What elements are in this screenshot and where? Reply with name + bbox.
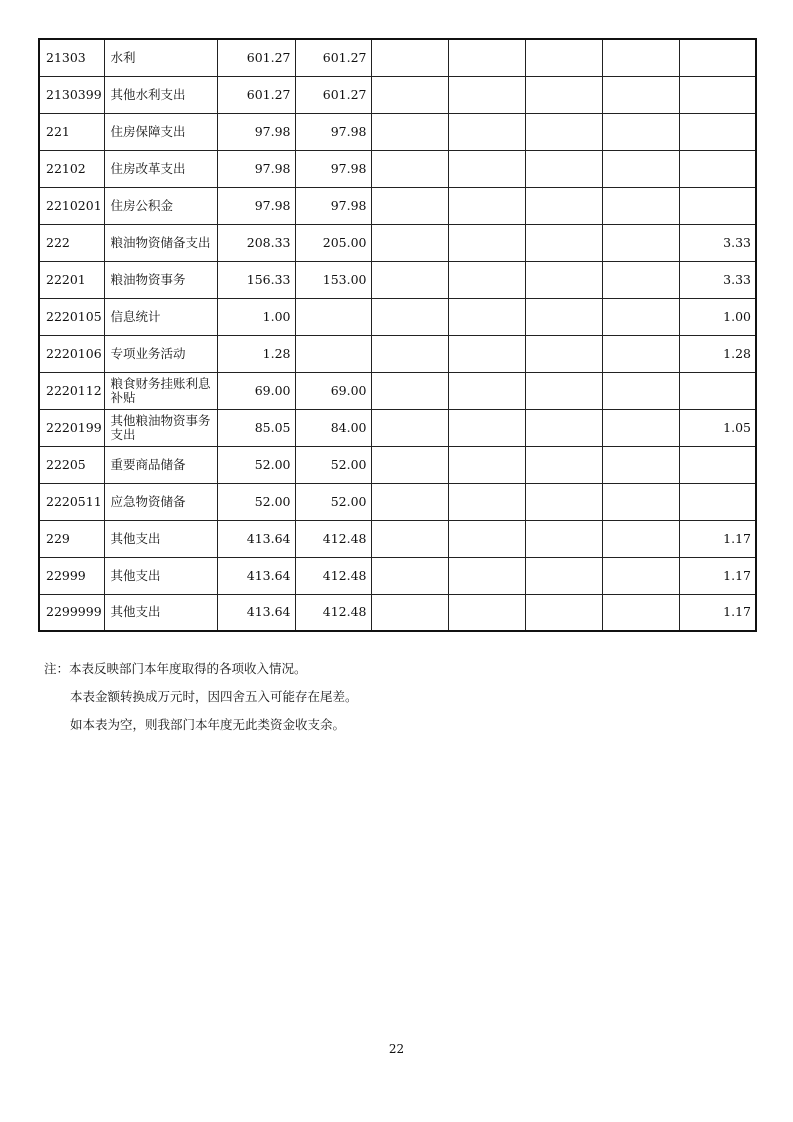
subject-name-cell: 其他粮油物资事务支出: [104, 409, 217, 446]
amount-cell: [448, 224, 525, 261]
table-row: [39, 409, 756, 446]
subject-code-cell: 2210201: [39, 187, 104, 224]
amount-cell: [448, 298, 525, 335]
amount-cell: [448, 409, 525, 446]
amount-cell: [602, 594, 679, 631]
subject-name-cell: 水利: [104, 39, 217, 76]
amount-cell: [371, 594, 448, 631]
amount-cell: [525, 557, 602, 594]
amount-cell: [448, 557, 525, 594]
amount-cell: 412.48: [295, 520, 371, 557]
amount-cell: 412.48: [295, 594, 371, 631]
amount-cell: [371, 409, 448, 446]
page-number: 22: [388, 1042, 405, 1056]
amount-cell: 1.17: [679, 520, 756, 557]
amount-cell: [679, 113, 756, 150]
amount-cell: 1.00: [217, 298, 295, 335]
amount-cell: [525, 335, 602, 372]
amount-cell: [525, 409, 602, 446]
subject-name-cell: 重要商品储备: [104, 446, 217, 483]
amount-cell: [525, 483, 602, 520]
subject-name-cell: 信息统计: [104, 298, 217, 335]
amount-cell: 1.00: [679, 298, 756, 335]
amount-cell: [679, 446, 756, 483]
amount-cell: 69.00: [295, 372, 371, 409]
amount-cell: 3.33: [679, 224, 756, 261]
amount-cell: [679, 187, 756, 224]
table-row: [39, 594, 756, 631]
amount-cell: [448, 187, 525, 224]
subject-name-cell: 其他支出: [104, 520, 217, 557]
amount-cell: [525, 446, 602, 483]
subject-code-cell: 22999: [39, 557, 104, 594]
amount-cell: 1.17: [679, 594, 756, 631]
subject-name-cell: 住房改革支出: [104, 150, 217, 187]
amount-cell: [679, 372, 756, 409]
amount-cell: 52.00: [295, 483, 371, 520]
amount-cell: 1.28: [217, 335, 295, 372]
amount-cell: [371, 187, 448, 224]
subject-name-cell: 粮油物资事务: [104, 261, 217, 298]
subject-code-cell: 2220511: [39, 483, 104, 520]
note-line-1: 注：本表反映部门本年度取得的各项收入情况。: [44, 661, 307, 676]
amount-cell: 1.17: [679, 557, 756, 594]
subject-name-cell: 其他支出: [104, 557, 217, 594]
amount-cell: 97.98: [217, 113, 295, 150]
subject-name-cell: 其他支出: [104, 594, 217, 631]
amount-cell: [371, 520, 448, 557]
amount-cell: 97.98: [217, 187, 295, 224]
amount-cell: [525, 594, 602, 631]
subject-code-cell: 2220106: [39, 335, 104, 372]
amount-cell: [602, 446, 679, 483]
amount-cell: 601.27: [295, 76, 371, 113]
amount-cell: [448, 594, 525, 631]
subject-code-cell: 2299999: [39, 594, 104, 631]
amount-cell: [602, 113, 679, 150]
amount-cell: [525, 39, 602, 76]
amount-cell: [679, 483, 756, 520]
amount-cell: 97.98: [295, 187, 371, 224]
subject-code-cell: 229: [39, 520, 104, 557]
table-row: [39, 187, 756, 224]
subject-code-cell: 22102: [39, 150, 104, 187]
subject-name-cell: 粮油物资储备支出: [104, 224, 217, 261]
amount-cell: [602, 335, 679, 372]
subject-code-cell: 22201: [39, 261, 104, 298]
amount-cell: [602, 483, 679, 520]
amount-cell: [371, 224, 448, 261]
table-row: [39, 372, 756, 409]
amount-cell: [371, 446, 448, 483]
amount-cell: [602, 409, 679, 446]
amount-cell: [448, 261, 525, 298]
amount-cell: 208.33: [217, 224, 295, 261]
table-row: [39, 483, 756, 520]
amount-cell: 52.00: [295, 446, 371, 483]
amount-cell: [371, 557, 448, 594]
subject-code-cell: 21303: [39, 39, 104, 76]
amount-cell: [602, 372, 679, 409]
amount-cell: [295, 335, 371, 372]
amount-cell: [602, 261, 679, 298]
amount-cell: [525, 113, 602, 150]
amount-cell: [448, 113, 525, 150]
amount-cell: [448, 520, 525, 557]
amount-cell: 52.00: [217, 483, 295, 520]
amount-cell: [371, 298, 448, 335]
amount-cell: [525, 261, 602, 298]
amount-cell: [602, 557, 679, 594]
amount-cell: [371, 372, 448, 409]
amount-cell: [525, 150, 602, 187]
amount-cell: 97.98: [295, 150, 371, 187]
table-row: [39, 39, 756, 76]
amount-cell: 1.05: [679, 409, 756, 446]
amount-cell: [525, 224, 602, 261]
subject-code-cell: 221: [39, 113, 104, 150]
amount-cell: 97.98: [295, 113, 371, 150]
subject-name-cell: 应急物资储备: [104, 483, 217, 520]
amount-cell: [602, 298, 679, 335]
subject-code-cell: 2220112: [39, 372, 104, 409]
amount-cell: 601.27: [217, 39, 295, 76]
amount-cell: [448, 446, 525, 483]
subject-code-cell: 2130399: [39, 76, 104, 113]
amount-cell: 1.28: [679, 335, 756, 372]
table-row: [39, 557, 756, 594]
amount-cell: 601.27: [295, 39, 371, 76]
subject-code-cell: 22205: [39, 446, 104, 483]
amount-cell: [448, 483, 525, 520]
table-row: [39, 298, 756, 335]
table-row: [39, 150, 756, 187]
table-row: [39, 335, 756, 372]
amount-cell: 601.27: [217, 76, 295, 113]
table-row: [39, 261, 756, 298]
table-row: [39, 446, 756, 483]
amount-cell: 413.64: [217, 557, 295, 594]
note-line-3: 如本表为空，则我部门本年度无此类资金收支余。: [70, 717, 346, 732]
amount-cell: [602, 76, 679, 113]
amount-cell: 156.33: [217, 261, 295, 298]
amount-cell: [525, 76, 602, 113]
amount-cell: [525, 520, 602, 557]
amount-cell: [371, 113, 448, 150]
amount-cell: 413.64: [217, 594, 295, 631]
amount-cell: [679, 76, 756, 113]
subject-code-cell: 2220199: [39, 409, 104, 446]
subject-code-cell: 222: [39, 224, 104, 261]
amount-cell: [602, 224, 679, 261]
amount-cell: 413.64: [217, 520, 295, 557]
amount-cell: [448, 372, 525, 409]
amount-cell: [525, 187, 602, 224]
amount-cell: 3.33: [679, 261, 756, 298]
amount-cell: [448, 335, 525, 372]
amount-cell: [448, 150, 525, 187]
amount-cell: 52.00: [217, 446, 295, 483]
amount-cell: [371, 150, 448, 187]
amount-cell: 412.48: [295, 557, 371, 594]
amount-cell: [602, 39, 679, 76]
amount-cell: [371, 483, 448, 520]
subject-code-cell: 2220105: [39, 298, 104, 335]
notes: [44, 655, 358, 739]
amount-cell: 69.00: [217, 372, 295, 409]
table-row: [39, 113, 756, 150]
amount-cell: [371, 261, 448, 298]
subject-name-cell: 专项业务活动: [104, 335, 217, 372]
note-line-2: 本表金额转换成万元时，因四舍五入可能存在尾差。: [70, 689, 358, 704]
amount-cell: [295, 298, 371, 335]
amount-cell: [602, 520, 679, 557]
subject-name-cell: 其他水利支出: [104, 76, 217, 113]
amount-cell: [602, 187, 679, 224]
amount-cell: [371, 76, 448, 113]
amount-cell: [448, 76, 525, 113]
amount-cell: 205.00: [295, 224, 371, 261]
table-row: [39, 520, 756, 557]
amount-cell: [371, 39, 448, 76]
amount-cell: [448, 39, 525, 76]
table-row: [39, 76, 756, 113]
table-row: [39, 224, 756, 261]
amount-cell: [525, 298, 602, 335]
amount-cell: [602, 150, 679, 187]
subject-name-cell: 住房公积金: [104, 187, 217, 224]
amount-cell: [679, 39, 756, 76]
amount-cell: [371, 335, 448, 372]
subject-name-cell: 住房保障支出: [104, 113, 217, 150]
amount-cell: [679, 150, 756, 187]
amount-cell: 97.98: [217, 150, 295, 187]
subject-name-cell: 粮食财务挂账利息补贴: [104, 372, 217, 409]
amount-cell: 85.05: [217, 409, 295, 446]
amount-cell: 153.00: [295, 261, 371, 298]
amount-cell: 84.00: [295, 409, 371, 446]
amount-cell: [525, 372, 602, 409]
income-table: [38, 38, 757, 632]
